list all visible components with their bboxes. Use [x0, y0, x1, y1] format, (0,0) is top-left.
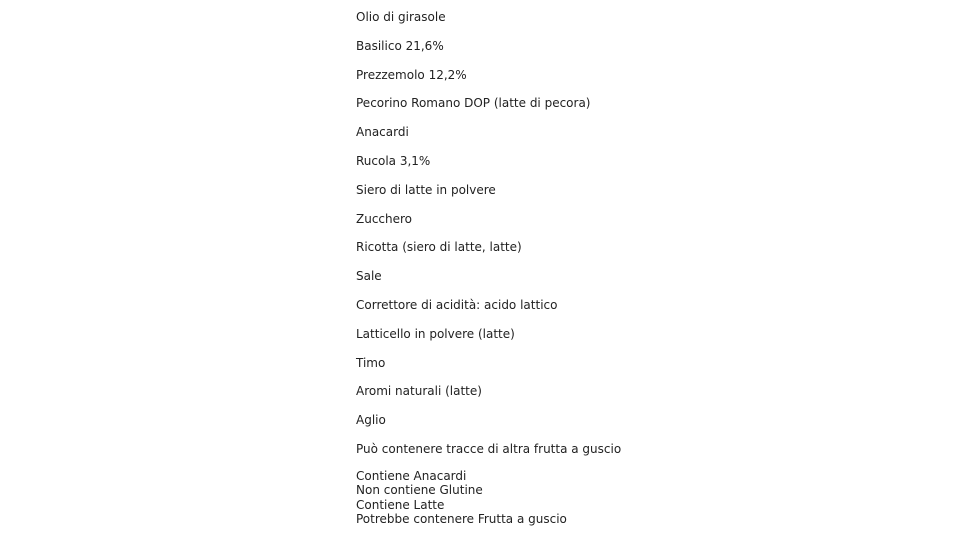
ingredient-item: Anacardi	[356, 125, 409, 140]
ingredient-item: Ricotta (siero di latte, latte)	[356, 240, 522, 255]
ingredient-item: Aromi naturali (latte)	[356, 384, 482, 399]
ingredient-item: Correttore di acidità: acido lattico	[356, 297, 558, 312]
allergen-line: Non contiene Glutine	[356, 483, 483, 498]
ingredient-item: Sale	[356, 269, 382, 284]
ingredient-item: Aglio	[356, 413, 386, 428]
ingredient-item: Pecorino Romano DOP (latte di pecora)	[356, 96, 591, 111]
ingredient-item: Prezzemolo 12,2%	[356, 67, 467, 82]
ingredient-item: Latticello in polvere (latte)	[356, 326, 515, 341]
ingredient-item: Può contenere tracce di altra frutta a guscio	[356, 441, 622, 456]
allergen-line: Contiene Latte	[356, 497, 445, 512]
ingredient-item: Siero di latte in polvere	[356, 182, 496, 197]
allergen-info	[356, 469, 816, 527]
ingredient-list	[356, 8, 816, 469]
ingredient-item: Olio di girasole	[356, 10, 446, 24]
ingredient-item: Rucola 3,1%	[356, 153, 431, 168]
product-ingredients-section	[356, 8, 816, 527]
allergen-line: Contiene Anacardi	[356, 468, 467, 483]
allergen-line: Potrebbe contenere Frutta a guscio	[356, 512, 567, 527]
ingredient-item: Basilico 21,6%	[356, 38, 444, 53]
ingredient-item: Timo	[356, 355, 386, 370]
ingredient-item: Zucchero	[356, 211, 413, 226]
